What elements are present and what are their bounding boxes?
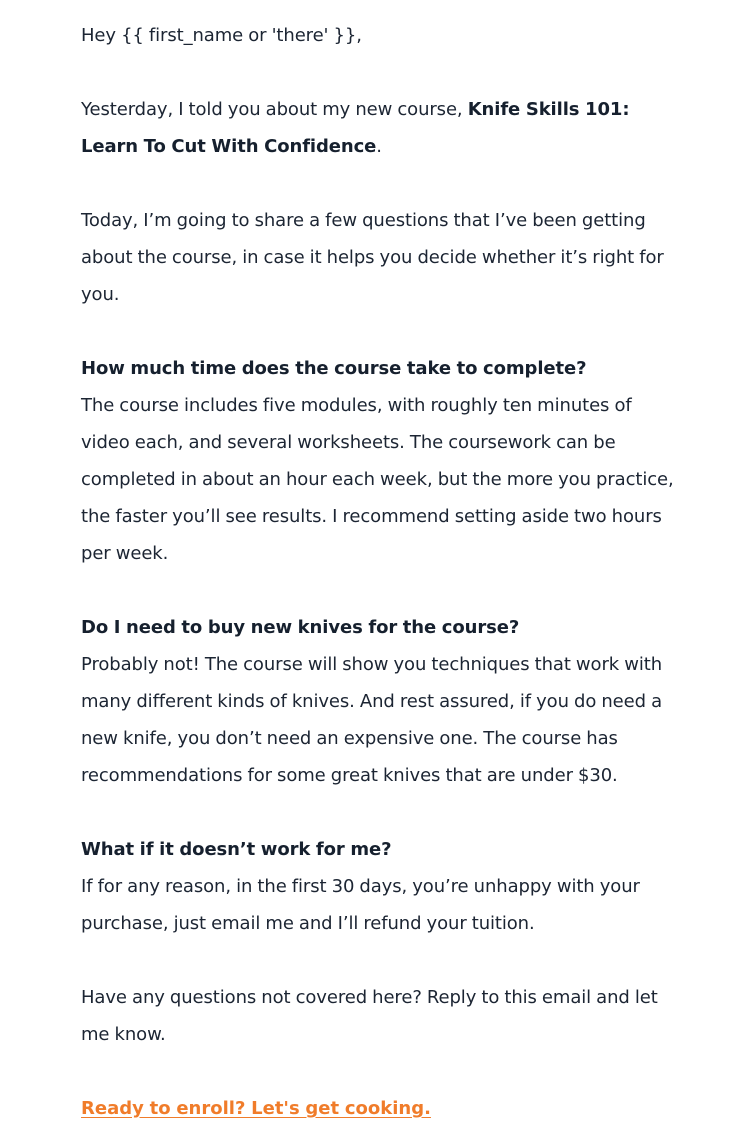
today-paragraph: Today, I’m going to share a few questions that I’ve been getting about the course, in case it helps you decide whether it’s right for you. [81,210,664,305]
intro-paragraph [81,91,681,165]
faq-item [81,831,681,942]
faq-answer: If for any reason, in the first 30 days, you’re unhappy with your purchase, just email me and I’ll refund your tuition. [81,876,640,934]
greeting: Hey {{ first_name or 'there' }}, [81,25,362,46]
faq-question: Do I need to buy new knives for the course? [81,617,520,638]
faq-question: What if it doesn’t work for me? [81,839,392,860]
course-name: Knife Skills 101: Learn To Cut With Confidence [81,99,630,157]
faq-answer: The course includes five modules, with roughly ten minutes of video each, and several worksheets. The coursework can be completed in about an hour each week, but the more you practice, the faster you’ll see results. I recommend setting aside two hours per week. [81,395,674,564]
closing-paragraph: Have any questions not covered here? Reply to this email and let me know. [81,987,658,1045]
faq-item [81,350,681,572]
intro-text: Yesterday, I told you about my new course, [81,99,468,120]
email-body [81,0,681,1127]
faq-answer: Probably not! The course will show you techniques that work with many different kinds of knives. And rest assured, if you do need a new knife, you don’t need an expensive one. The course has recommendations for some great knives that are under $30. [81,654,663,786]
enroll-link[interactable]: Ready to enroll? Let's get cooking. [81,1098,431,1119]
faq-question: How much time does the course take to complete? [81,358,587,379]
intro-period: . [376,136,382,157]
faq-item [81,609,681,794]
